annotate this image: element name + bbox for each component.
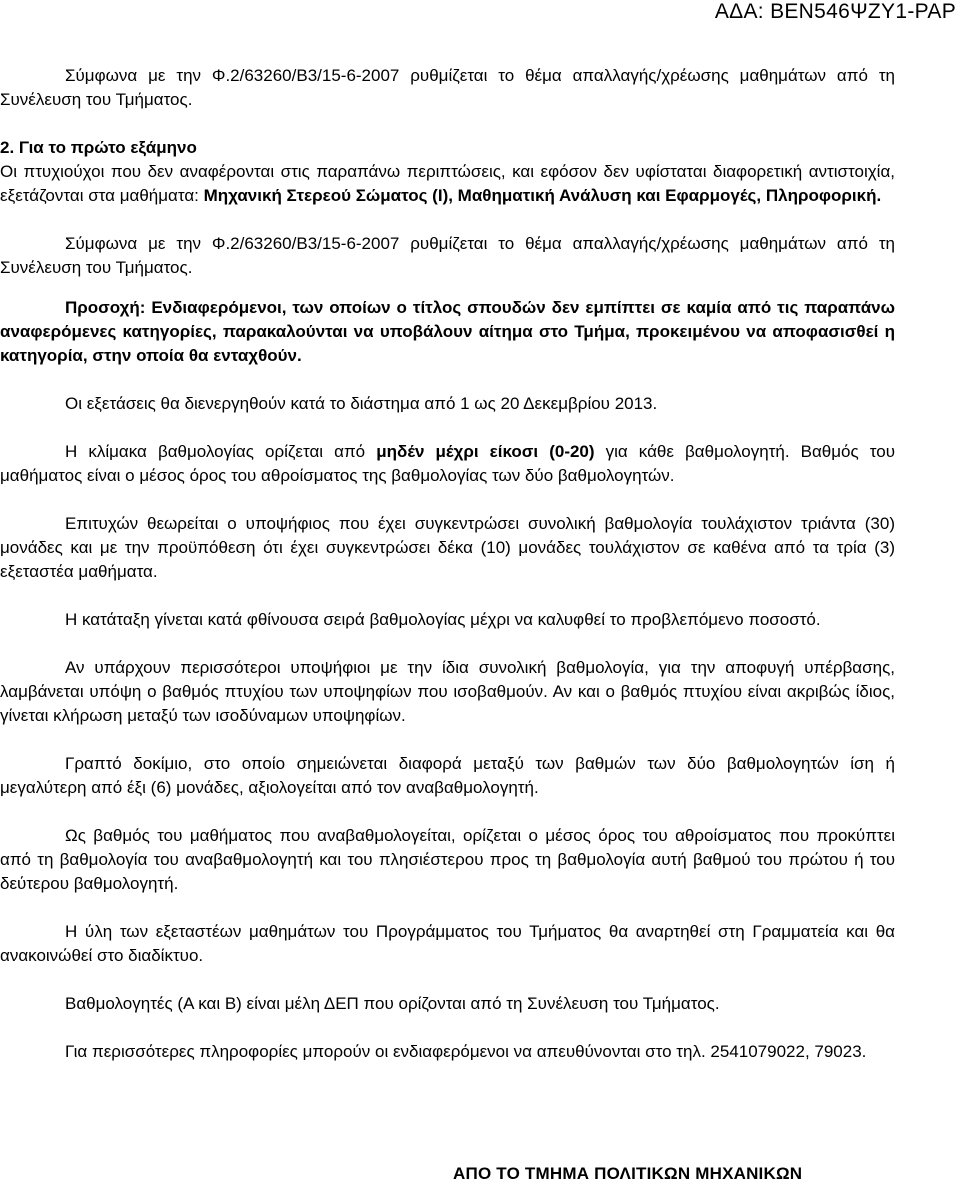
signature: ΑΠΟ ΤΟ ΤΜΗΜΑ ΠΟΛΙΤΙΚΩΝ ΜΗΧΑΝΙΚΩΝ <box>453 1164 803 1183</box>
section-2-heading: 2. Για το πρώτο εξάμηνο <box>0 138 197 157</box>
exam-dates: Οι εξετάσεις θα διενεργηθούν κατά το διάστημα από 1 ως 20 Δεκεμβρίου 2013. <box>65 394 658 413</box>
section-2-courses: Μηχανική Στερεού Σώματος (Ι), Μαθηματική Ανάλυση και Εφαρμογές, Πληροφορική. <box>203 186 882 205</box>
section-2-text <box>0 160 895 208</box>
grading-scale: Η κλίμακα βαθμολογίας ορίζεται από μηδέν μέχρι είκοσι (0-20) για κάθε βαθμολογητή. Βαθμός του μαθήματος είναι ο μέσος όρος του αθροίσματος της βαθμολογίας των δύο βαθμολογητών. <box>0 442 895 485</box>
contact-info: Για περισσότερες πληροφορίες μπορούν οι ενδιαφερόμενοι να απευθύνονται στο τηλ. 2541079022, 79023. <box>65 1042 867 1061</box>
attention-note: Προσοχή: Ενδιαφερόμενοι, των οποίων ο τίτλος σπουδών δεν εμπίπτει σε καμία από τις παραπάνω αναφερόμενες κατηγορίες, παρακαλούνται να υποβάλουν αίτημα στο Τμήμα, προκειμένου να αποφασισθεί η κατηγορία, στην οποία θα ενταχθούν. <box>0 298 895 365</box>
regrade-rule: Γραπτό δοκίμιο, στο οποίο σημειώνεται διαφορά μεταξύ των βαθμών των δύο βαθμολογητών ίση ή μεγαλύτερη από έξι (6) μονάδες, αξιολογείται από τον αναβαθμολογητή. <box>0 754 895 797</box>
paragraph-approval-2: Σύμφωνα με την Φ.2/63260/Β3/15-6-2007 ρυθμίζεται το θέμα απαλλαγής/χρέωσης μαθημάτων από τη Συνέλευση του Τμήματος. <box>0 234 895 277</box>
success-criteria: Επιτυχών θεωρείται ο υποψήφιος που έχει συγκεντρώσει συνολική βαθμολογία τουλάχιστον τριάντα (30) μονάδες και με την προϋπόθεση ότι έχει συγκεντρώσει δέκα (10) μονάδες τουλάχιστον σε καθένα από τα τρία (3) εξεταστέα μαθήματα. <box>0 514 895 581</box>
paragraph-approval-1: Σύμφωνα με την Φ.2/63260/Β3/15-6-2007 ρυθμίζεται το θέμα απαλλαγής/χρέωσης μαθημάτων από τη Συνέλευση του Τμήματος. <box>0 66 895 109</box>
tie-rule: Αν υπάρχουν περισσότεροι υποψήφιοι με την ίδια συνολική βαθμολογία, για την αποφυγή υπέρβασης, λαμβάνεται υπόψη ο βαθμός πτυχίου των υποψηφίων που ισοβαθμούν. Αν και ο βαθμός πτυχίου είναι ακριβώς ίδιος, γίνεται κλήρωση μεταξύ των ισοδύναμων υποψηφίων. <box>0 658 895 725</box>
document-body <box>0 64 895 1064</box>
syllabus-note: Η ύλη των εξεταστέων μαθημάτων του Προγράμματος του Τμήματος θα αναρτηθεί στη Γραμματεία και θα ανακοινώθεί στο διαδίκτυο. <box>0 922 895 965</box>
section-2-intro: Οι πτυχιούχοι που δεν αναφέρονται στις παραπάνω περιπτώσεις, και εφόσον δεν υφίσταται διαφορετική αντιστοιχία, εξετάζονται στα μαθήματα: <box>0 162 895 205</box>
section-2 <box>0 136 895 160</box>
regrade-mark-rule: Ως βαθμός του μαθήματος που αναβαθμολογείται, ορίζεται ο μέσος όρος του αθροίσματος που προκύπτει από τη βαθμολογία του αναβαθμολογητή και του πλησιέστερου προς τη βαθμολογία αυτή βαθμού του πρώτου ή του δεύτερου βαθμολογητή. <box>0 826 895 893</box>
grading-range: μηδέν μέχρι είκοσι (0-20) <box>376 442 595 461</box>
ada-code: ΑΔΑ: ΒΕΝ546ΨΖΥ1-ΡΑΡ <box>714 0 956 23</box>
ranking-rule: Η κατάταξη γίνεται κατά φθίνουσα σειρά βαθμολογίας μέχρι να καλυφθεί το προβλεπόμενο ποσοστό. <box>65 610 821 629</box>
graders-note: Βαθμολογητές (Α και Β) είναι μέλη ΔΕΠ που ορίζονται από τη Συνέλευση του Τμήματος. <box>65 994 720 1013</box>
